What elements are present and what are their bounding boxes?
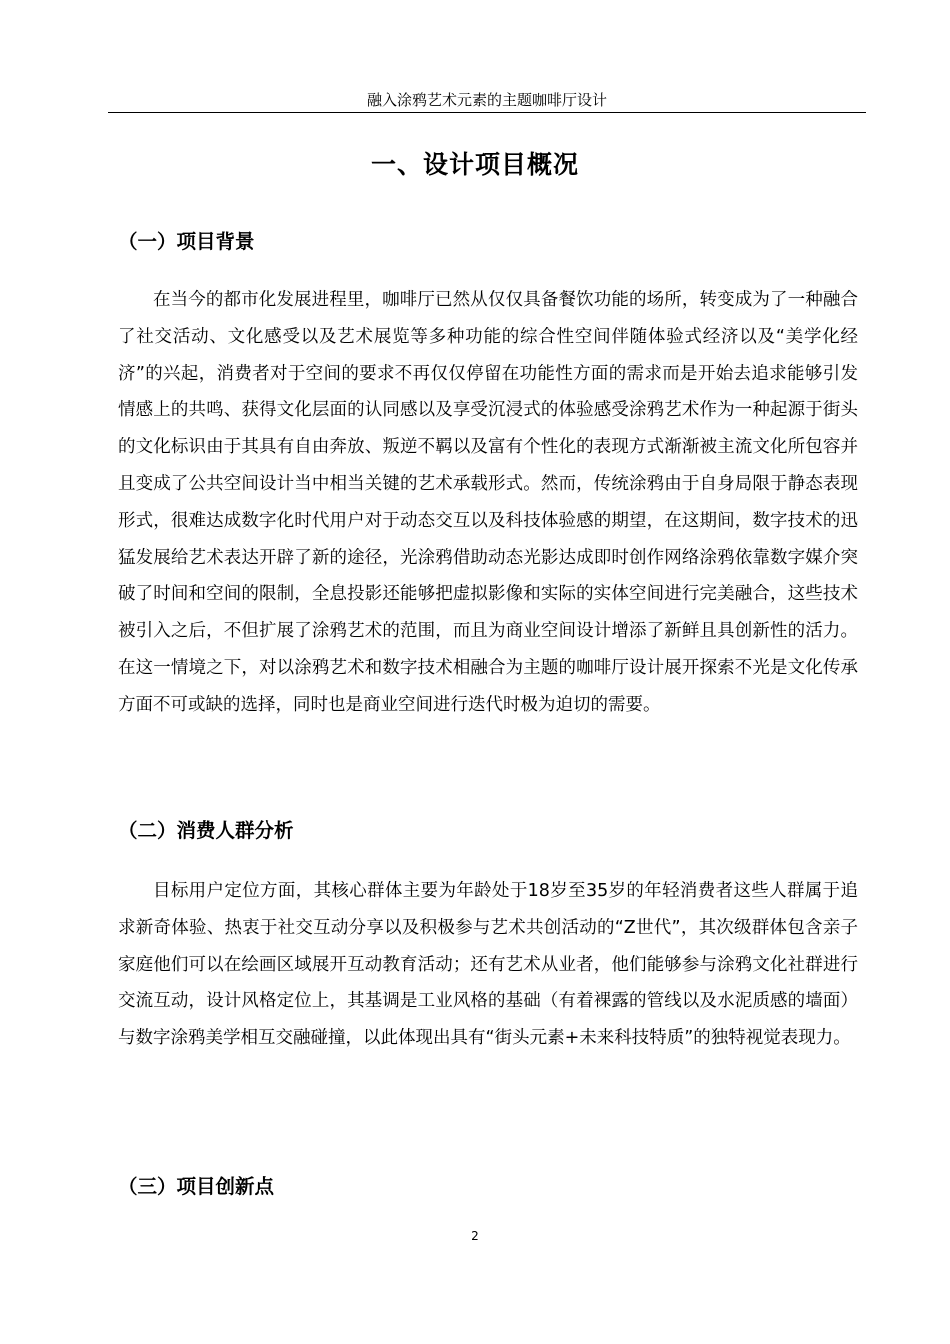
section-heading-consumer-analysis: （二）消费人群分析: [118, 819, 294, 842]
running-header: 融入涂鸦艺术元素的主题咖啡厅设计: [366, 91, 607, 109]
header-divider: [108, 112, 866, 113]
section-heading-innovation: （三）项目创新点: [118, 1175, 275, 1198]
section-paragraph-background: 在当今的都市化发展进程里，咖啡厅已然从仅仅具备餐饮功能的场所，转变成为了一种融合了社交活动、文化感受以及艺术展览等多种功能的综合性空间伴随体验式经济以及“美学化经济”的兴起，消费者对于空间的要求不再仅仅停留在功能性方面的需求而是开始去追求能够引发情感上的共鸣、获得文化层面的认同感以及享受沉浸式的体验感受涂鸦艺术作为一种起源于街头的文化标识由于其具有自由奔放、叛逆不羁以及富有个性化的表现方式渐渐被主流文化所包容并且变成了公共空间设计当中相当关键的艺术承载形式。然而，传统涂鸦由于自身局限于静态表现形式，很难达成数字化时代用户对于动态交互以及科技体验感的期望，在这期间，数字技术的迅猛发展给艺术表达开辟了新的途径，光涂鸦借助动态光影达成即时创作网络涂鸦依靠数字媒介突破了时间和空间的限制，全息投影还能够把虚拟影像和实际的实体空间进行完美融合，这些技术被引入之后，不但扩展了涂鸦艺术的范围，而且为商业空间设计增添了新鲜且具创新性的活力。在这一情境之下，对以涂鸦艺术和数字技术相融合为主题的咖啡厅设计展开探索不光是文化传承方面不可或缺的选择，同时也是商业空间进行迭代时极为迫切的需要。: [118, 290, 858, 715]
section-heading-background: （一）项目背景: [118, 230, 255, 253]
page-number: 2: [471, 1229, 479, 1243]
chapter-title: 一、设计项目概况: [370, 150, 579, 179]
section-paragraph-consumer-analysis: 目标用户定位方面，其核心群体主要为年龄处于18岁至35岁的年轻消费者这些人群属于追求新奇体验、热衷于社交互动分享以及积极参与艺术共创活动的“Z世代”，其次级群体包含亲子家庭他们可以在绘画区域展开互动教育活动；还有艺术从业者，他们能够参与涂鸦文化社群进行交流互动，设计风格定位上，其基调是工业风格的基础（有着裸露的管线以及水泥质感的墙面）与数字涂鸦美学相互交融碰撞，以此体现出具有“街头元素+未来科技特质”的独特视觉表现力。: [118, 881, 858, 1049]
